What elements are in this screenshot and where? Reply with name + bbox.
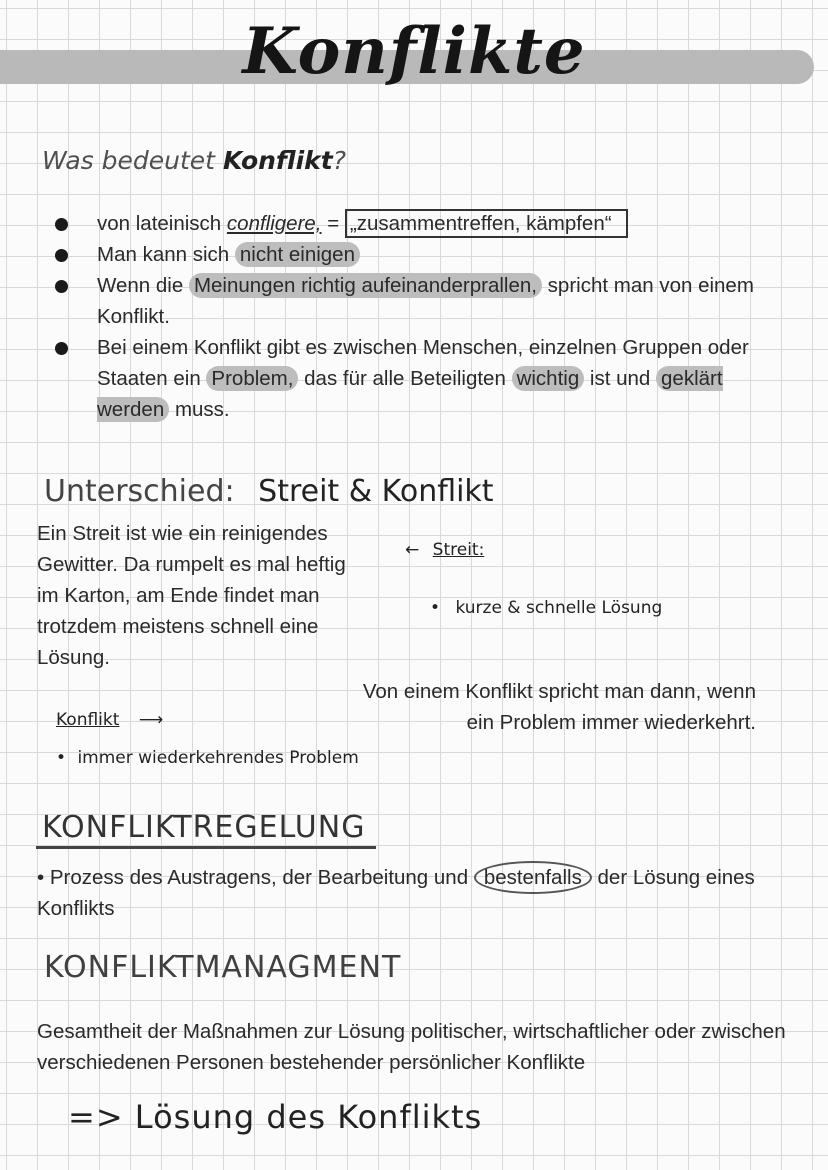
- disagree-text: Man kann sich: [97, 243, 235, 266]
- equals-sign: =: [321, 212, 345, 235]
- heading-keyword: Konflikt: [222, 146, 333, 175]
- regelung-text-pre: • Prozess des Austragens, der Bearbeitung und: [37, 866, 474, 889]
- difference-label: Unterschied:: [44, 474, 235, 509]
- bullet-dot-icon: •: [430, 598, 441, 618]
- section-heading-management: KONFLIKTMANAGMENT: [44, 950, 402, 985]
- section-heading-regelung: KONFLIKTREGELUNG: [42, 810, 366, 845]
- problem-text-3: ist und: [584, 367, 657, 390]
- heading-underline: [36, 846, 376, 849]
- konflikt-note-label: Konflikt: [56, 710, 120, 730]
- bullet-dot-icon: •: [56, 748, 67, 768]
- definition-list: [52, 208, 792, 425]
- streit-note-point: [430, 598, 662, 618]
- streit-note-header: [405, 540, 484, 560]
- section-heading-definition: [42, 146, 346, 175]
- konflikt-note-header: [56, 710, 163, 730]
- difference-topic: Streit & Konflikt: [258, 474, 494, 509]
- definition-item-opinions: [52, 270, 792, 332]
- highlight-geklaert: geklärt werden: [97, 367, 723, 421]
- streit-note-label: Streit:: [432, 540, 485, 560]
- regelung-paragraph: [37, 862, 777, 924]
- origin-text: von lateinisch: [97, 212, 227, 235]
- problem-text-4: muss.: [169, 398, 230, 421]
- highlight-wichtig: wichtig: [512, 366, 585, 391]
- heading-suffix: ?: [332, 146, 347, 175]
- konflikt-note-point: [56, 748, 359, 768]
- regelung-text-post: der Lösung eines Konflikts: [37, 866, 755, 920]
- highlight-meinungen: Meinungen richtig aufeinanderprallen,: [189, 273, 542, 298]
- latin-term: confligere,: [226, 212, 322, 235]
- definition-item-problem: [52, 332, 792, 425]
- highlight-nicht-einigen: nicht einigen: [235, 242, 360, 267]
- translation-box: „zusammentreffen, kämpfen“: [345, 209, 628, 238]
- highlight-problem: Problem,: [206, 366, 298, 391]
- left-arrow-icon: ←: [405, 540, 420, 560]
- heading-prefix: Was bedeutet: [42, 146, 215, 175]
- definition-item-disagree: [52, 239, 792, 270]
- circled-bestenfalls: bestenfalls: [474, 861, 592, 894]
- right-arrow-icon: ⟶: [138, 710, 164, 730]
- opinions-text-pre: Wenn die: [97, 274, 189, 297]
- page-title: Konflikte: [242, 14, 586, 89]
- konflikt-paragraph: Von einem Konflikt spricht man dann, wenn ein Problem immer wiederkehrt.: [362, 680, 756, 734]
- problem-text-2: das für alle Beteiligten: [298, 367, 512, 390]
- streit-note-text: kurze & schnelle Lösung: [455, 598, 663, 618]
- streit-paragraph: Ein Streit ist wie ein reinigendes Gewitter. Da rumpelt es mal heftig im Karton, am Ende findet man trotzdem meistens schnell eine Lösung.: [37, 522, 346, 669]
- result-line: => Lösung des Konflikts: [68, 1098, 483, 1136]
- section-heading-difference: [44, 474, 494, 509]
- opinions-text-post: spricht man von einem Konflikt.: [97, 274, 754, 328]
- management-paragraph: Gesamtheit der Maßnahmen zur Lösung politischer, wirtschaftlicher oder zwischen verschiedenen Personen bestehender persönlicher Konflikte: [37, 1020, 786, 1074]
- definition-item-origin: [52, 208, 792, 239]
- problem-text-1: Bei einem Konflikt gibt es zwischen Menschen, einzelnen Gruppen oder Staaten ein: [97, 336, 749, 390]
- konflikt-note-text: immer wiederkehrendes Problem: [77, 748, 359, 768]
